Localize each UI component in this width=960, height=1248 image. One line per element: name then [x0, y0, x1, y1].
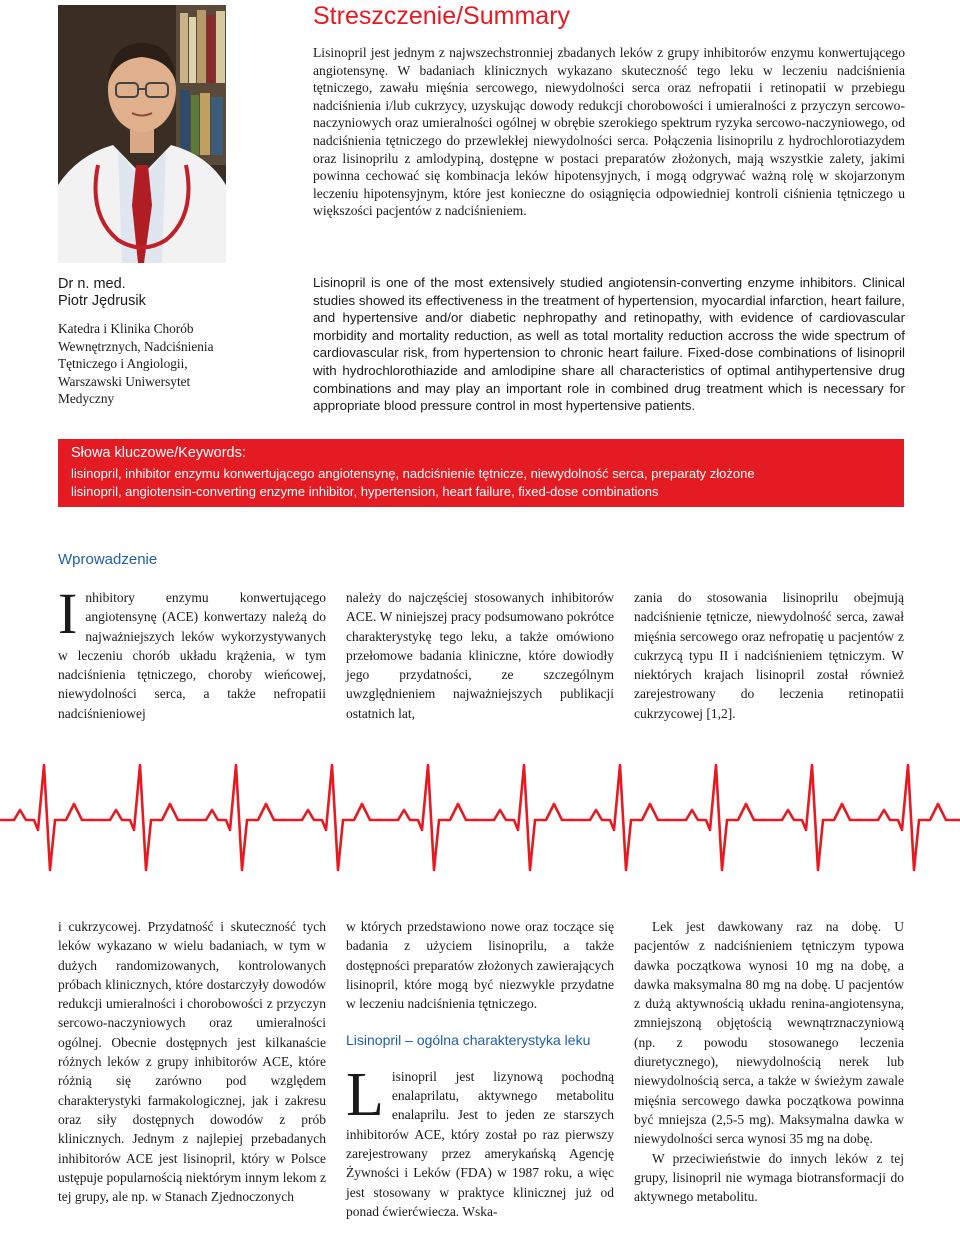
- intro-column-1: [58, 581, 326, 723]
- intro-col2-text: należy do najczęściej stosowanych inhibitorów ACE. W niniejszej pracy podsumowano pokrótce charakterystykę tego leku, a także omówiono przełomowe badania kliniczne, które dowiodły jego przydatności, ze szczególnym uwzględnieniem najważniejszych publikacji ostatnich lat,: [346, 590, 614, 721]
- author-degree: Dr n. med.: [58, 276, 126, 292]
- body-col2-top: w których przedstawiono nowe oraz toczące się badania z użyciem lisinoprilu, a także dostępności preparatów złożonych zawierających lisinopril, które mogą być niezwykle przydatne w leczeniu nadciśnienia tętniczego.: [346, 919, 614, 1012]
- summary-polish: Lisinopril jest jednym z najwszechstronniej zbadanych leków z grupy inhibitorów enzymu konwertującego angiotensynę. W badaniach klinicznych wykazano skuteczność tego leku w leczeniu nadciśnienia tętniczego, zawału mięśnia sercowego, niewydolności serca oraz nefropatii i retinopatii w przebiegu nadciśnienia i/lub cukrzycy, uzyskując dowody redukcji chorobowości i umieralności z przyczyn sercowo-naczyniowych oraz umieralności ogólnej w obrębie szerokiego spektrum ryzyka sercowo-naczyniowego, od nadciśnienia tętniczego do przewlekłej niewydolności serca. Połączenia lisinoprilu z hydrochlorotiazydem oraz lisinoprilu z amlodypiną, dostępne w postaci preparatów złożonych, mają wszystkie zalety, jakimi powinna cechować się kombinacja leków hipotensyjnych, i mogą odgrywać ważną rolę w skojarzonym leczeniu hipotensyjnym, które jest konieczne do osiągnięcia odpowiedniej kontroli ciśnienia tętniczego u większości pacjentów z nadciśnieniem.: [313, 45, 905, 219]
- body-column-1: [58, 917, 326, 1206]
- body-col1-text: i cukrzycowej. Przydatność i skuteczność tych leków wykazano w wielu badaniach, w tym w dużych randomizowanych, kontrolowanych próbach klinicznych, które dostarczyły dowodów redukcji umieralności i chorobowości z przyczyn sercowo-naczyniowych oraz umieralności ogólnej. Obecnie dostępnych jest kilkanaście różnych leków z grupy inhibitorów ACE, które różnią się zarówno pod względem charakterystyki farmakologicznej, jak i zakresu oraz siły dostępnych dowodów z prób klinicznych. Jednym z najlepiej przebadanych inhibitorów ACE jest lisinopril, który w Polsce ustępuje popularnością niektórym innym lekom z tej grupy, ale np. w Stanach Zjednoczonych: [58, 919, 326, 1205]
- summary-title: Streszczenie/Summary: [313, 2, 571, 30]
- body-col3-p2: W przeciwieństwie do innych leków z tej grupy, lisinopril nie wymaga biotransformacji do aktywnego metabolitu.: [634, 1150, 904, 1205]
- body-col3-p1: Lek jest dawkowany raz na dobę. U pacjentów z nadciśnieniem tętniczym typowa dawka początkowa wynosi 10 mg na dobę, a dawka maksymalna 80 mg na dobę. U pacjentów z dużą aktywnością układu renina-angiotensyna, zmniejszoną objętością wewnątrznaczyniową (np. z powodu stosowanego leczenia diuretycznego), niewydolnością nerek lub niewydolnością serca, a także w świeżym zawale mięśnia sercowego dawka początkowa powinna być mniejsza (2,5-5 mg). Maksymalna dawka w niewydolności serca wynosi 35 mg na dobę.: [634, 919, 904, 1147]
- keywords-box: [58, 439, 904, 507]
- author-affiliation: Katedra i Klinika Chorób Wewnętrznych, Nadciśnienia Tętniczego i Angiologii, Warszawski Uniwersytet Medyczny: [58, 321, 214, 407]
- keywords-heading: Słowa kluczowe/Keywords:: [71, 445, 246, 461]
- intro-col1-text: nhibitory enzymu konwertującego angiotensynę (ACE) konwertazy należą do najważniejszych leków wykorzystywanych w leczeniu chorób układu krążenia, w tym nadciśnienia tętniczego, choroby wieńcowej, niewydolności serca, a także nefropatii nadciśnieniowej: [58, 590, 326, 721]
- intro-col3-text: zania do stosowania lisinoprilu obejmują nadciśnienie tętnicze, niewydolność serca, zawał mięśnia sercowego oraz nefropatię u pacjentów z cukrzycą typu II i nadciśnieniem tętniczym. W niektórych krajach lisinopril został również zarejestrowany do leczenia retinopatii cukrzycowej [1,2].: [634, 590, 904, 721]
- intro-column-3: [634, 588, 904, 723]
- intro-heading: Wprowadzenie: [58, 551, 158, 568]
- intro-column-2: [346, 588, 614, 723]
- body-column-3: [634, 917, 904, 1206]
- dropcap-i: I: [58, 581, 78, 646]
- ecg-line: [0, 765, 960, 870]
- section-heading-lisinopril: Lisinopril – ogólna charakterystyka leku: [346, 1032, 591, 1049]
- keywords-polish: lisinopril, inhibitor enzymu konwertującego angiotensynę, nadciśnienie tętnicze, niewydolność serca, preparaty złożone: [71, 466, 755, 481]
- summary-english: Lisinopril is one of the most extensively studied angiotensin-converting enzyme inhibitors. Clinical studies showed its effectiveness in the treatment of hypertension, myocardial infarction, heart failure, and hypertensive and/or diabetic nephropathy and retinopathy, with evidence of cardiovascular morbidity and mortality reduction, as well as total mortality reduction accross the wide spectrum of cardiovascular risk, from hypertension to chronic heart failure. Fixed-dose combinations of lisinopril with hydrochlorothiazide and amlodipine share all characteristics of optimal antihypertensive drug combinations and may play an important role in combined drug treatment which is necessary for appropriate blood pressure control in most hypertensive patients.: [313, 275, 905, 414]
- author-name: Piotr Jędrusik: [58, 293, 146, 309]
- ecg-decoration: [0, 758, 960, 888]
- body-col2-bottom: isinopril jest lizynową pochodną enalaprilatu, aktywnego metabolitu enalaprilu. Jest to jeden ze starszych inhibitorów ACE, który został po raz pierwszy zarejestrowany przez amerykańską Agencję Żywności i Leków (FDA) w 1987 roku, a więc jest stosowany w praktyce klinicznej już od ponad ćwierćwiecza. Wska-: [346, 1068, 614, 1219]
- author-photo: [58, 5, 226, 263]
- dropcap-l: L: [346, 1060, 384, 1129]
- body-column-2: [346, 917, 614, 1221]
- keywords-english: lisinopril, angiotensin-converting enzyme inhibitor, hypertension, heart failure, fixed-dose combinations: [71, 484, 659, 499]
